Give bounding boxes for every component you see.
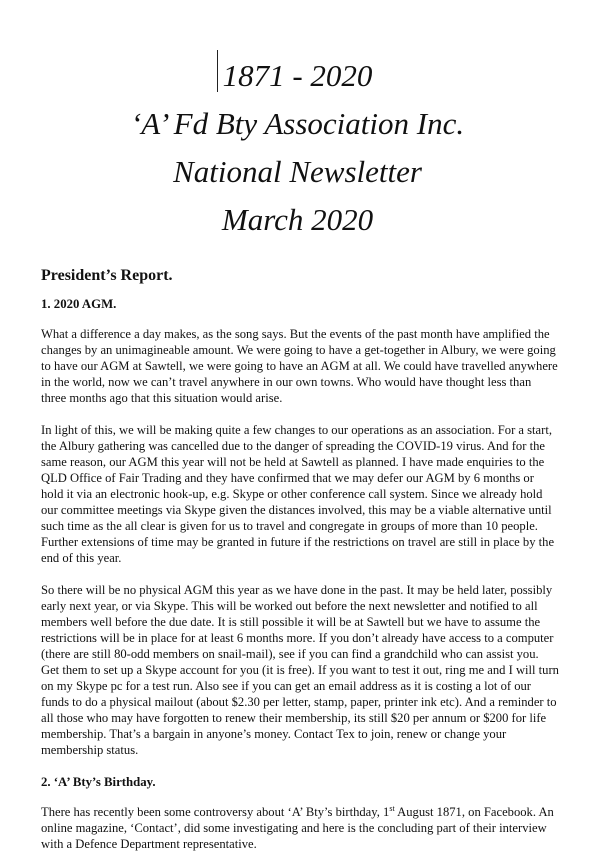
masthead-date: March 2020 — [221, 202, 374, 237]
report-title: President’s Report. — [41, 267, 173, 284]
report-body — [41, 266, 559, 868]
ordinal-suffix: st — [389, 803, 395, 813]
agm-paragraph-2: In light of this, we will be making quite a few changes to our operations as an association. For a start, the Albury gathering was cancelled due to the danger of spreading the COVID-19 virus. And for the same reason, our AGM this year will not be held at Sawtell as planned. I have made enquiries to the QLD Office of Fair Trading and they have confirmed that we may defer our AGM by 6 months or hold it via an electronic hook-up, e.g. Skype or other conference call system. Since we already hold our committee meetings via Skype given the distances involved, this may be a viable alternative until such time as the all clear is given for us to travel and congregate in groups of more than 10 people. Further extensions of time may be granted in future if the restrictions on travel are still in place by the end of this year. — [41, 423, 555, 565]
section-heading-birthday: 2. ‘A’ Bty’s Birthday. — [41, 775, 156, 789]
birthday-text-start: There has recently been some controversy about ‘A’ Bty’s birthday, 1 — [41, 805, 390, 819]
masthead — [0, 52, 595, 244]
birthday-paragraph — [41, 804, 559, 852]
section-heading-agm: 1. 2020 AGM. — [41, 297, 117, 311]
masthead-newsletter: National Newsletter — [173, 154, 422, 189]
agm-paragraph-1: What a difference a day makes, as the song says. But the events of the past month have amplified the changes by an unimagineable amount. We were going to have a get-together in Albury, we were going to have our AGM at Sawtell, we were going to have an AGM at all. We could have travelled anywhere in the world, now we can’t travel anywhere in our own towns. Who would have thought less than three months ago that this situation would arise. — [41, 327, 558, 405]
birthday-text-end: August 1871, on Facebook. An online magazine, ‘Contact’, did some investigating and here is the concluding part of their interview with a Defence Department representative. — [41, 805, 554, 851]
agm-paragraph-3: So there will be no physical AGM this year as we have done in the past. It may be held later, possibly early next year, or via Skype. This will be worked out before the next newsletter and notified to all members well before the due date. It is still possible it will be at Sawtell but we have to assume the restrictions will be in place for at least 6 months more. If you don’t already have access to a computer (there are still 80-odd members on snail-mail), see if you can find a grandchild who can assist you. Get them to set up a Skype account for you (it is free). If you want to test it out, ring me and I will turn on my Skype pc for a test run. Also see if you can get an email address as it is costing a lot of our funds to do a physical mailout (about $2.30 per letter, stamp, paper, printer ink etc). And a reminder to all those who may have forgotten to renew their membership, its still $20 per annum or $200 for life membership. That’s a bargain in anyone’s money. Contact Tex to join, renew or change your membership status. — [41, 583, 559, 757]
masthead-association: ‘A’ Fd Bty Association Inc. — [130, 106, 465, 141]
masthead-years: 1871 - 2020 — [222, 58, 373, 93]
